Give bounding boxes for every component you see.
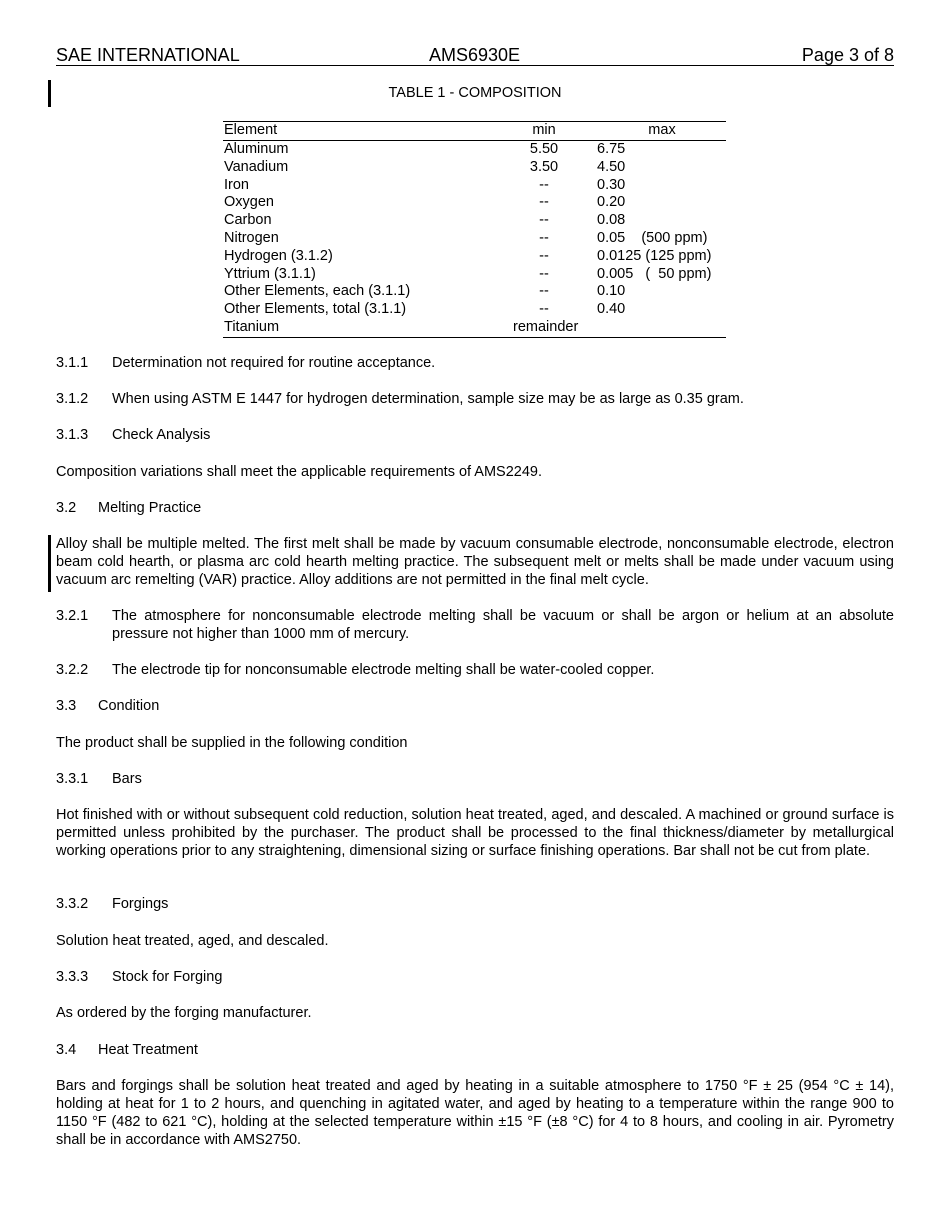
min-cell: -- [539, 301, 549, 318]
header-document-number: AMS6930E [429, 45, 521, 65]
table-row [223, 266, 726, 284]
table-row [223, 159, 726, 177]
min-cell: -- [539, 247, 549, 264]
min-cell: -- [539, 176, 549, 193]
max-cell: 0.40 [597, 301, 626, 318]
element-cell: Carbon [224, 212, 272, 229]
section-title: Forgings [112, 896, 169, 912]
min-cell: remainder [513, 318, 579, 335]
min-cell: -- [539, 283, 549, 300]
section-3-3-3 [56, 968, 894, 986]
section-number: 3.1.3 [56, 427, 89, 443]
section-number: 3.2.1 [56, 608, 89, 624]
min-cell: -- [539, 265, 549, 282]
section-3-1-3 [56, 426, 894, 444]
section-number: 3.4 [56, 1042, 77, 1058]
section-title: Heat Treatment [98, 1042, 198, 1058]
section-text: Determination not required for routine acceptance. [112, 355, 436, 371]
section-number: 3.1.2 [56, 391, 89, 407]
table-header-row [223, 122, 726, 141]
min-cell: 3.50 [529, 158, 559, 175]
paragraph-forgings: Solution heat treated, aged, and descaled. [56, 933, 329, 949]
section-number: 3.3 [56, 698, 77, 714]
section-3-2-2 [56, 661, 894, 679]
composition-table [223, 121, 726, 338]
element-cell: Aluminum [224, 141, 289, 157]
min-cell: -- [539, 194, 549, 211]
paragraph-heat-treatment: Bars and forgings shall be solution heat treated and aged by heating in a suitable atmosphere to 1750 °F ± 25 (954 °C ± 14), holding at heat for 1 to 2 hours, and quenching in agitated water, and aged by heating to a temperature within the range 900 to 1150 °F (482 to 621 °C), holding at the selected temperature within ±15 °F (±8 °C) for 4 to 8 hours, and cooling in air. Pyrometry shall be in accordance with AMS2750. [56, 1078, 894, 1148]
section-3-3-2 [56, 895, 894, 913]
paragraph-check-analysis: Composition variations shall meet the applicable requirements of AMS2249. [56, 464, 543, 480]
section-number: 3.3.3 [56, 969, 89, 985]
section-3-1-1 [56, 354, 894, 372]
paragraph-bars: Hot finished with or without subsequent cold reduction, solution heat treated, aged, and descaled. A machined or ground surface is permitted unless prohibited by the purchaser. The product shall be processed to the final thickness/diameter by metallurgical working operations prior to any straightening, dimensional sizing or surface finishing operations. Bar shall not be cut from plate. [56, 807, 894, 859]
table-row [223, 141, 726, 159]
section-number: 3.2.2 [56, 662, 89, 678]
element-cell: Hydrogen (3.1.2) [224, 247, 333, 264]
page-header [56, 44, 894, 66]
max-cell: 0.10 [597, 283, 626, 300]
max-cell: 0.30 [597, 176, 626, 193]
paragraph-condition: The product shall be supplied in the following condition [56, 735, 408, 751]
table-title: TABLE 1 - COMPOSITION [388, 85, 562, 101]
element-cell: Iron [224, 176, 249, 193]
header-organization: SAE INTERNATIONAL [56, 45, 240, 65]
section-title: Bars [112, 771, 142, 787]
paragraph-melting-practice: Alloy shall be multiple melted. The first melt shall be made by vacuum consumable electrode, nonconsumable electrode, electron beam cold hearth, or plasma arc cold hearth melting practice. The subsequent melt or melts shall be made under vacuum using vacuum arc remelting (VAR) practice. Alloy additions are not permitted in the final melt cycle. [56, 536, 894, 588]
section-title: Stock for Forging [112, 969, 223, 985]
element-cell: Oxygen [224, 194, 274, 211]
element-cell: Nitrogen [224, 229, 279, 246]
max-cell: 0.0125 (125 ppm) [597, 247, 712, 264]
table-row [223, 177, 726, 195]
table-row [223, 301, 726, 319]
element-cell: Yttrium (3.1.1) [224, 265, 316, 282]
max-cell: 0.20 [597, 194, 626, 211]
column-header-min: min [532, 122, 556, 138]
element-cell: Other Elements, each (3.1.1) [224, 283, 411, 300]
max-cell: 4.50 [597, 158, 626, 175]
max-cell: 0.005 ( 50 ppm) [597, 265, 712, 282]
column-header-element: Element [224, 122, 278, 138]
section-number: 3.3.1 [56, 771, 89, 787]
section-3-3-1 [56, 770, 894, 788]
section-number: 3.2 [56, 500, 77, 516]
section-title: Check Analysis [112, 427, 211, 443]
table-row [223, 283, 726, 301]
max-cell: 0.08 [597, 212, 626, 229]
section-3-2 [56, 499, 894, 517]
table-row [223, 230, 726, 248]
section-title: Melting Practice [98, 500, 202, 516]
section-3-2-1 [56, 607, 894, 643]
section-number: 3.1.1 [56, 355, 89, 371]
section-3-4 [56, 1041, 894, 1059]
element-cell: Titanium [224, 318, 280, 335]
table-row [223, 248, 726, 266]
min-cell: -- [539, 212, 549, 229]
section-text: When using ASTM E 1447 for hydrogen determination, sample size may be as large as 0.35 gram. [112, 391, 744, 407]
section-3-1-2 [56, 390, 894, 408]
table-row [223, 212, 726, 230]
max-cell: 0.05 (500 ppm) [597, 229, 708, 246]
section-text: The electrode tip for nonconsumable electrode melting shall be water-cooled copper. [112, 662, 655, 678]
header-page-number: Page 3 of 8 [801, 45, 894, 65]
min-cell: -- [539, 229, 549, 246]
max-cell: 6.75 [597, 141, 626, 157]
element-cell: Vanadium [224, 158, 289, 175]
change-bar [48, 535, 51, 592]
section-title: Condition [98, 698, 160, 714]
min-cell: 5.50 [529, 141, 559, 157]
element-cell: Other Elements, total (3.1.1) [224, 301, 407, 318]
section-text: The atmosphere for nonconsumable electrode melting shall be vacuum or shall be argon or helium at an absolute pressure not higher than 1000 mm of mercury. [112, 608, 894, 642]
section-number: 3.3.2 [56, 896, 89, 912]
paragraph-stock-for-forging: As ordered by the forging manufacturer. [56, 1005, 312, 1021]
table-row [223, 319, 726, 338]
table-row [223, 194, 726, 212]
section-3-3 [56, 697, 894, 715]
column-header-max: max [648, 122, 676, 138]
